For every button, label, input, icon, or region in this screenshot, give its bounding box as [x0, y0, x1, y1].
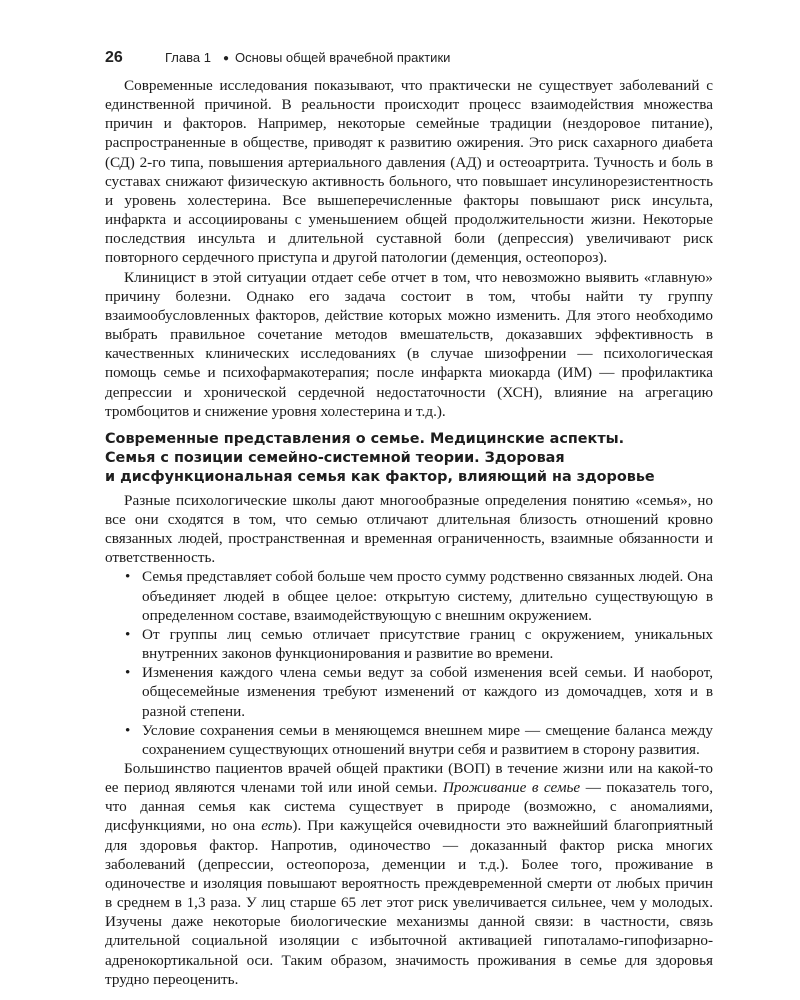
- list-item-text: От группы лиц семью отличает присутствие границ с окружением, уникальных внутренних законов функционирования и развитие во времени.: [142, 625, 713, 663]
- running-header: [105, 48, 713, 76]
- closing-text-3: ). При кажущейся очевидности это важнейший благоприятный для здоровья фактор. Напротив, одиночество — доказанный фактор риска многих заболеваний (депрессии, остеопороза, деменции и т.д.). Более того, проживание в одиночестве и изоляция повышают вероятность преждевременной смерти от любых причин в среднем в 1,3 раза. У лиц старше 65 лет этот риск увеличивается сильнее, чем у молодых. Изучены даже некоторые биологические механизмы данной связи: в частности, связь длительной социальной изоляции с избыточной активацией гипоталамо-гипофизарно-адренокортикальной оси. Таким образом, значимость проживания в семье для здоровья трудно переоценить.: [105, 817, 713, 988]
- closing-italic-2: есть: [261, 817, 293, 835]
- bullet-icon: •: [125, 568, 131, 586]
- closing-italic-1: Проживание в семье: [442, 779, 581, 797]
- list-item-text: Условие сохранения семьи в меняющемся внешнем мире — смещение баланса между сохранением существующих отношений внутри себя и развитием в сторону развития.: [142, 721, 713, 758]
- book-page: [105, 48, 713, 989]
- chapter-label: Глава 1: [165, 50, 211, 65]
- closing-text-1: Большинство пациентов врачей общей практики (ВОП) в течение жизни или на какой-то ее период являются членами той или иной семьи.: [105, 760, 713, 797]
- paragraph-1: Современные исследования показывают, что практически не существует заболеваний с единственной причиной. В реальности происходит процесс взаимодействия множества причин и факторов. Например, некоторые семейные традиции (нездоровое питание), распространенные в обществе, приводят к развитию ожирения. Это риск сахарного диабета (СД) 2-го типа, повышения артериального давления (АД) и остеоартрита. Тучность и боль в суставах снижают физическую активность больного, что повышает инсулинорезистентность и уровень холестерина. Все вышеперечисленные факторы повышают риск инсульта, инфаркта и ассоциированы с уменьшением общей продолжительности жизни. Некоторые последствия инсульта и длительной суставной боли (депрессия) увеличивают риск повторного сердечного приступа и другой патологии (деменция, остеопороз).: [105, 77, 713, 267]
- section-heading-line-3: и дисфункциональная семья как фактор, влияющий на здоровье: [105, 468, 655, 485]
- section-heading-line-1: Современные представления о семье. Медицинские аспекты.: [105, 430, 625, 447]
- list-item-text: Изменения каждого члена семьи ведут за собой изменения всей семьи. И наоборот, общесемейные изменения требуют изменений от каждого из домочадцев, хотя и в разной степени.: [142, 664, 713, 720]
- list-item: [105, 567, 713, 624]
- chapter-title: Основы общей врачебной практики: [235, 50, 451, 65]
- closing-text-2: — показатель того, что данная семья как система существует в природе (возможно, с аномалиями, дисфункциями, но она: [105, 779, 713, 835]
- closing-paragraph: [105, 759, 713, 989]
- bullet-list: [105, 567, 713, 759]
- list-item: [105, 721, 713, 759]
- list-item: [105, 625, 713, 663]
- bullet-icon: •: [125, 721, 131, 739]
- section-intro: Разные психологические школы дают многообразные определения понятию «семья», но все они сходятся в том, что семью отличают длительная близость отношений кровно связанных людей, пространственная и временная ограниченность, взаимные обязанности и ответственность.: [105, 491, 713, 567]
- list-item: [105, 663, 713, 720]
- paragraph-2: Клиницист в этой ситуации отдает себе отчет в том, что невозможно выявить «главную» причину болезни. Однако его задача состоит в том, чтобы найти ту группу взаимообусловленных факторов, действие которых можно изменить. Для этого необходимо выбрать правильное сочетание методов вмешательств, доказавших эффективность в качественных клинических исследованиях (в случае шизофрении — психологическая помощь семье и психофармакотерапия; после инфаркта миокарда (ИМ) — профилактика депрессии и хронической сердечной недостаточности (ХСН), влияние на агрегацию тромбоцитов и снижение уровня холестерина и т.д.).: [105, 268, 713, 420]
- section-heading: [105, 430, 713, 487]
- bullet-icon: •: [125, 664, 131, 682]
- section-heading-line-2: Семья с позиции семейно-системной теории. Здоровая: [105, 449, 565, 466]
- header-separator: ●: [222, 53, 230, 64]
- bullet-icon: •: [125, 625, 131, 643]
- list-item-text: Семья представляет собой больше чем просто сумму родственно связанных людей. Она объединяет людей в общее целое: открытую систему, длительно существующую в определенном составе, взаимодействующую с внешним окружением.: [142, 568, 713, 624]
- page-number: 26: [105, 49, 123, 66]
